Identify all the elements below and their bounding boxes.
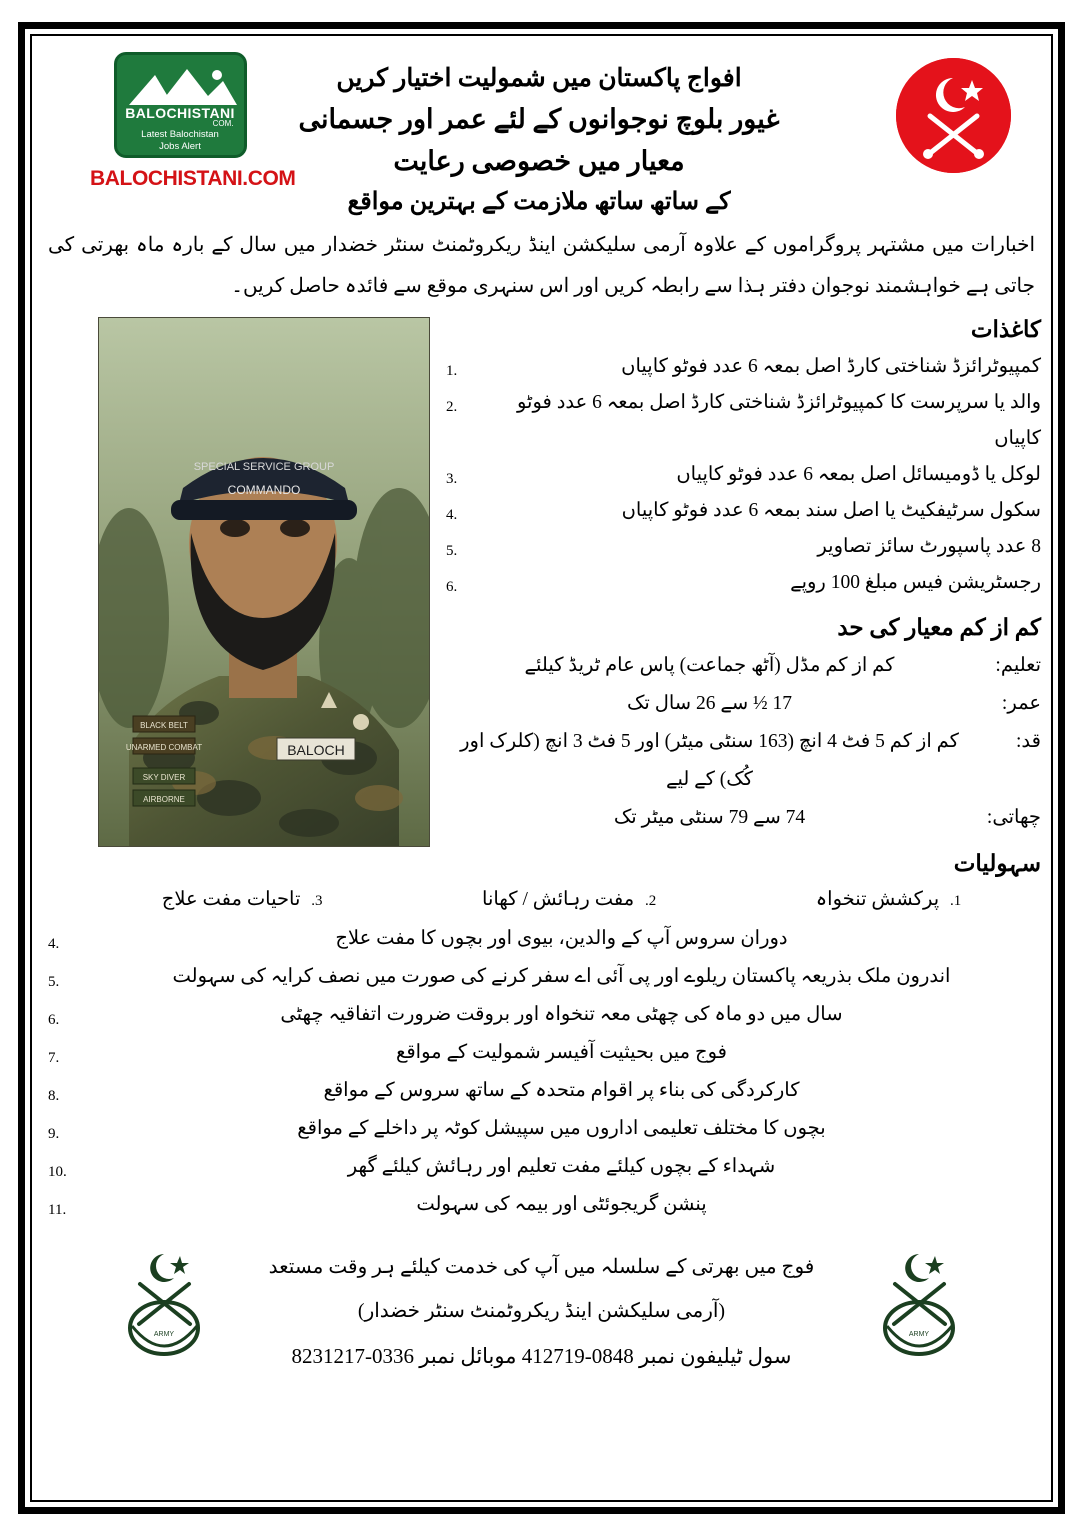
- list-number: 3.: [311, 893, 323, 909]
- list-number: 9.: [48, 1126, 60, 1142]
- poster-footer: [42, 1242, 1041, 1412]
- site-logo[interactable]: [90, 52, 296, 191]
- facilities-heading: سہولیات: [953, 851, 1041, 876]
- list-number: 2.: [446, 399, 458, 415]
- list-item: [42, 1148, 1041, 1186]
- list-text: فوج میں بحیثیت آفیسر شمولیت کے مواقع: [395, 1042, 727, 1063]
- list-number: 8.: [48, 1088, 60, 1104]
- ssg-commando-photo: [98, 317, 430, 847]
- list-item: [442, 565, 1041, 601]
- list-number: 4.: [48, 936, 60, 952]
- list-number: 6.: [48, 1012, 60, 1028]
- title-line-2: غیور بلوچ نوجوانوں کے لئے عمر اور جسمانی معیار میں خصوصی رعایت: [298, 104, 780, 176]
- army-emblem-icon: [867, 1250, 971, 1358]
- list-text: پنشن گریجوئٹی اور بیمہ کی سہولت: [416, 1194, 707, 1215]
- list-item: [442, 349, 1041, 385]
- logo-subtitle-line1: Latest Balochistan: [141, 129, 219, 140]
- criteria-row-age: [442, 685, 1041, 723]
- list-text: تاحیات مفت علاج: [161, 889, 301, 910]
- list-number: 1.: [446, 363, 458, 379]
- list-item: [442, 457, 1041, 493]
- facilities-section: [42, 851, 1041, 1224]
- army-emblem-icon: [112, 1250, 216, 1358]
- criteria-label: چھاتی:: [986, 807, 1041, 828]
- header-titles: [277, 60, 801, 222]
- criteria-row-education: [442, 647, 1041, 685]
- svg-text:UNARMED COMBAT: UNARMED COMBAT: [125, 743, 203, 752]
- documents-list: [442, 349, 1041, 601]
- list-number: 7.: [48, 1050, 60, 1066]
- poster-content: [42, 46, 1041, 1490]
- list-text: بچوں کا مختلف تعلیمی اداروں میں سپیشل کوٹہ پر داخلے کے مواقع: [297, 1118, 826, 1139]
- footer-line-1: فوج میں بھرتی کے سلسلہ میں آپ کی خدمت کیلئے ہر وقت مستعد: [268, 1256, 815, 1278]
- logo-subtitle: [117, 129, 244, 153]
- list-number: 3.: [446, 471, 458, 487]
- right-column: [442, 317, 1041, 837]
- list-item: [42, 1072, 1041, 1110]
- list-text: دوران سروس آپ کے والدین، بیوی اور بچوں کا مفت علاج: [335, 928, 788, 949]
- list-text: پرکشش تنخواہ: [815, 889, 940, 910]
- intro-paragraph: اخبارات میں مشتہر پروگراموں کے علاوہ آرمی سلیکشن اینڈ ریکروٹمنٹ سنٹر خضدار میں سال کے بارہ ماہ بھرتی کی جاتی ہے خواہشمند نوجوان دفتر ہذا سے رابطہ کریں اور اس سنہری موقع سے فائدہ حاصل کریں۔: [48, 234, 1035, 297]
- list-number: 6.: [446, 579, 458, 595]
- list-item: [42, 1186, 1041, 1224]
- mountain-icon: [129, 67, 237, 105]
- facilities-row-one: [42, 881, 1041, 920]
- list-number: 5.: [446, 543, 458, 559]
- criteria-label: قد:: [1016, 731, 1041, 752]
- list-text: کمپیوٹرائزڈ شناختی کارڈ اصل بمعہ 6 عدد فوٹو کاپیاں: [621, 356, 1041, 377]
- list-item: [42, 1034, 1041, 1072]
- list-text: لوکل یا ڈومیسائل اصل بمعہ 6 عدد فوٹو کاپیاں: [676, 464, 1041, 485]
- list-text: سکول سرٹیفکیٹ یا اصل سند بمعہ 6 عدد فوٹو کاپیاں: [621, 500, 1041, 521]
- list-text: 8 عدد پاسپورٹ سائز تصاویر: [817, 536, 1041, 557]
- list-item: [442, 493, 1041, 529]
- criteria-value: 17 ½ سے 26 سال تک: [626, 693, 793, 714]
- documents-heading: کاغذات: [970, 317, 1041, 342]
- list-number: 4.: [446, 507, 458, 523]
- list-item: [42, 1110, 1041, 1148]
- logo-name: BALOCHISTANI: [125, 105, 235, 121]
- criteria-label: تعلیم:: [995, 655, 1041, 676]
- list-text: والد یا سرپرست کا کمپیوٹرائزڈ شناختی کارڈ اصل بمعہ 6 عدد فوٹو کاپیاں: [516, 392, 1041, 449]
- facilities-list: [42, 920, 1041, 1224]
- list-item: [442, 385, 1041, 457]
- facility-item-2: [482, 881, 656, 920]
- list-number: 1.: [950, 893, 962, 909]
- title-line-1: افواج پاکستان میں شمولیت اختیار کریں: [336, 65, 742, 92]
- list-number: 10.: [48, 1164, 67, 1180]
- list-item: [42, 920, 1041, 958]
- list-number: 11.: [48, 1202, 67, 1218]
- svg-text:COMMANDO: COMMANDO: [227, 483, 301, 497]
- list-item: [42, 958, 1041, 996]
- balochistani-badge: [114, 52, 247, 158]
- criteria-value: کم از کم مڈل (آٹھ جماعت) پاس عام ٹریڈ کیلئے: [524, 655, 895, 676]
- logo-dotcom: .COM: [212, 119, 234, 128]
- criteria-row-height: [442, 723, 1041, 799]
- list-text: سال میں دو ماہ کی چھٹی معہ تنخواہ اور بروقت ضرورت اتفاقیہ چھٹی: [280, 1004, 843, 1025]
- pakistan-army-crest-icon: [896, 58, 1011, 173]
- svg-text:AIRBORNE: AIRBORNE: [143, 795, 185, 804]
- svg-text:BALOCH: BALOCH: [287, 742, 345, 758]
- title-line-3: کے ساتھ ساتھ ملازمت کے بہترین مواقع: [347, 189, 731, 215]
- list-item: [42, 996, 1041, 1034]
- footer-phone[interactable]: سول ٹیلیفون نمبر 0848-412719 موبائل نمبر 0336-8231217: [291, 1344, 792, 1368]
- svg-text:SPECIAL SERVICE GROUP: SPECIAL SERVICE GROUP: [193, 461, 335, 473]
- criteria-value: کم از کم 5 فٹ 4 انچ (163 سنٹی میٹر) اور 5 فٹ 3 انچ (کلرک اور کُک) کے لیے: [460, 731, 959, 790]
- list-text: کارکردگی کی بناء پر اقوام متحدہ کے ساتھ سروس کے مواقع: [323, 1080, 800, 1101]
- criteria-label: عمر:: [1001, 693, 1041, 714]
- criteria-value: 74 سے 79 سنٹی میٹر تک: [613, 807, 806, 828]
- criteria-heading: کم از کم معیار کی حد: [837, 615, 1041, 640]
- list-number: 2.: [645, 893, 657, 909]
- criteria-row-chest: [442, 799, 1041, 837]
- list-text: مفت رہائش / کھانا: [482, 889, 635, 910]
- body-section: [42, 317, 1041, 837]
- facility-item-1: [816, 881, 962, 920]
- list-number: 5.: [48, 974, 60, 990]
- logo-subtitle-line2: Jobs Alert: [159, 141, 201, 152]
- list-item: [442, 529, 1041, 565]
- site-url[interactable]: BALOCHISTANI.COM: [90, 167, 296, 190]
- facility-item-3: [162, 881, 323, 920]
- list-text: اندرون ملک بذریعہ پاکستان ریلوے اور پی آئی اے سفر کرنے کی صورت میں نصف کرایہ کی سہولت: [172, 966, 951, 987]
- svg-text:BLACK BELT: BLACK BELT: [140, 721, 188, 730]
- svg-text:ARMY: ARMY: [153, 1331, 175, 1338]
- list-text: رجسٹریشن فیس مبلغ 100 روپے: [790, 572, 1041, 593]
- svg-text:SKY DIVER: SKY DIVER: [142, 773, 186, 782]
- poster-header: [42, 46, 1041, 221]
- svg-text:ARMY: ARMY: [908, 1331, 930, 1338]
- list-text: شہداء کے بچوں کیلئے مفت تعلیم اور رہائش کیلئے گھر: [347, 1156, 776, 1177]
- footer-line-2: (آرمی سلیکشن اینڈ ریکروٹمنٹ سنٹر خضدار): [357, 1300, 726, 1322]
